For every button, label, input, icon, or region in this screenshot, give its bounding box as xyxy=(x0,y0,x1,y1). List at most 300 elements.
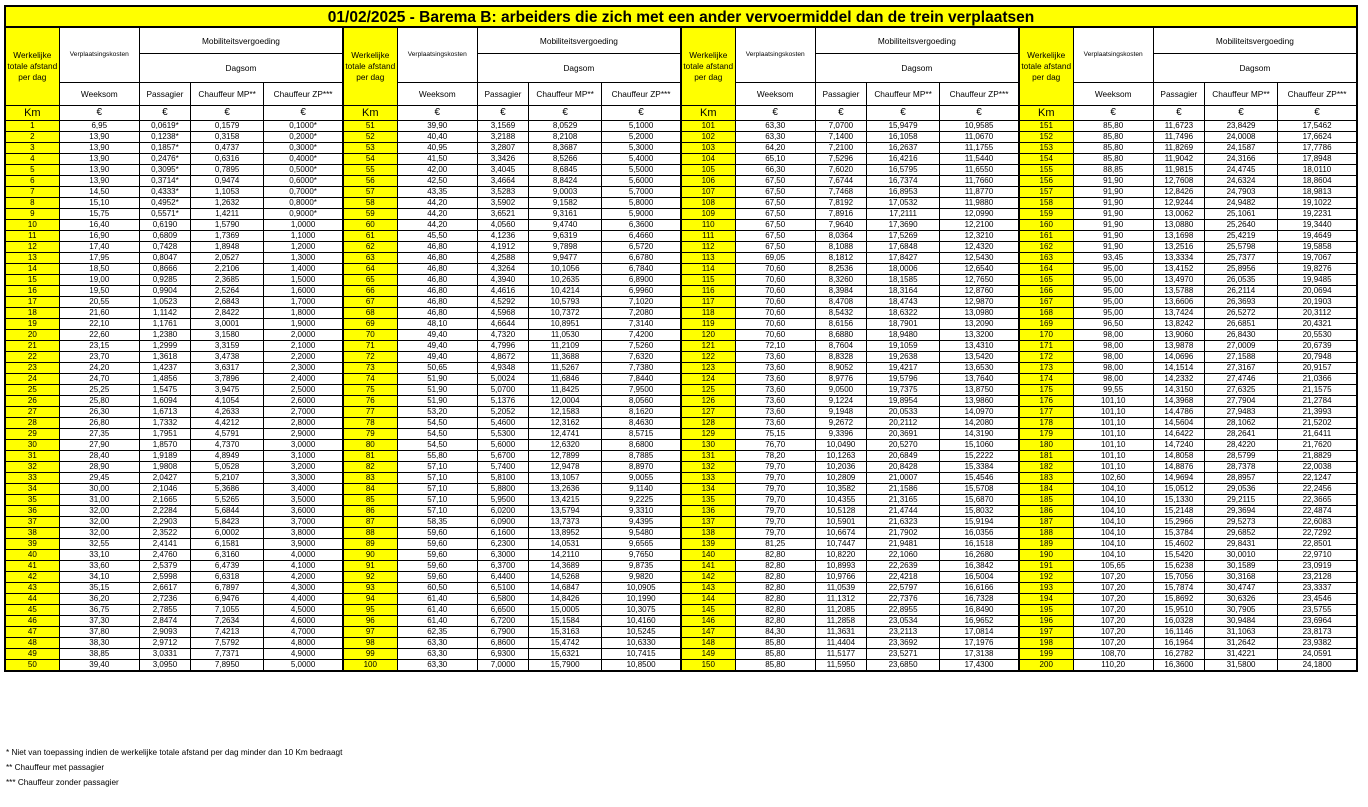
km-cell: 86 xyxy=(343,506,397,517)
value-cell: 24,1587 xyxy=(1204,143,1277,154)
value-cell: 24,9482 xyxy=(1204,198,1277,209)
value-cell: 3,6317 xyxy=(191,363,264,374)
km-cell: 62 xyxy=(343,242,397,253)
value-cell: 7,2634 xyxy=(191,616,264,627)
value-cell: 19,8276 xyxy=(1278,264,1357,275)
km-cell: 115 xyxy=(681,275,735,286)
value-cell: 107,20 xyxy=(1073,638,1153,649)
value-cell: 1,1761 xyxy=(139,319,190,330)
value-cell: 12,7608 xyxy=(1153,176,1204,187)
value-cell: 13,1698 xyxy=(1153,231,1204,242)
km-cell: 45 xyxy=(5,605,59,616)
value-cell: 6,7897 xyxy=(191,583,264,594)
value-cell: 73,60 xyxy=(735,352,815,363)
table-row xyxy=(5,231,1357,242)
value-cell: 51,90 xyxy=(397,385,477,396)
value-cell: 19,4649 xyxy=(1278,231,1357,242)
value-cell: 6,0900 xyxy=(477,517,528,528)
value-cell: 54,50 xyxy=(397,429,477,440)
km-cell: 152 xyxy=(1019,132,1073,143)
value-cell: 23,70 xyxy=(59,352,139,363)
km-cell: 19 xyxy=(5,319,59,330)
value-cell: 13,90 xyxy=(59,143,139,154)
km-cell: 128 xyxy=(681,418,735,429)
value-cell: 16,90 xyxy=(59,231,139,242)
value-cell: 4,2588 xyxy=(477,253,528,264)
value-cell: 107,20 xyxy=(1073,605,1153,616)
value-cell: 4,5968 xyxy=(477,308,528,319)
km-cell: 22 xyxy=(5,352,59,363)
value-cell: 23,6964 xyxy=(1278,616,1357,627)
value-cell: 17,5269 xyxy=(866,231,939,242)
km-cell: 165 xyxy=(1019,275,1073,286)
value-cell: 63,30 xyxy=(397,660,477,672)
value-cell: 7,5792 xyxy=(191,638,264,649)
km-cell: 103 xyxy=(681,143,735,154)
value-cell: 16,8953 xyxy=(866,187,939,198)
value-cell: 2,4760 xyxy=(139,550,190,561)
table-row xyxy=(5,275,1357,286)
unit-km: Km xyxy=(5,106,59,121)
value-cell: 73,60 xyxy=(735,418,815,429)
value-cell: 73,60 xyxy=(735,396,815,407)
header-weekly: Weeksom xyxy=(1073,83,1153,106)
value-cell: 6,9960 xyxy=(602,286,681,297)
value-cell: 17,3690 xyxy=(866,220,939,231)
value-cell: 14,5604 xyxy=(1153,418,1204,429)
header-distance: Werkelijke totale afstand per dag xyxy=(681,28,735,106)
value-cell: 33,60 xyxy=(59,561,139,572)
value-cell: 9,3310 xyxy=(602,506,681,517)
value-cell: 18,0006 xyxy=(866,264,939,275)
value-cell: 8,2536 xyxy=(815,264,866,275)
value-cell: 15,6238 xyxy=(1153,561,1204,572)
value-cell: 12,7899 xyxy=(529,451,602,462)
table-row xyxy=(5,121,1357,132)
value-cell: 39,40 xyxy=(59,660,139,672)
value-cell: 3,5902 xyxy=(477,198,528,209)
value-cell: 8,7885 xyxy=(602,451,681,462)
value-cell: 20,7948 xyxy=(1278,352,1357,363)
value-cell: 13,0980 xyxy=(940,308,1019,319)
km-cell: 64 xyxy=(343,264,397,275)
value-cell: 8,6156 xyxy=(815,319,866,330)
value-cell: 17,4300 xyxy=(940,660,1019,672)
value-cell: 0,3095* xyxy=(139,165,190,176)
value-cell: 1,2000 xyxy=(264,242,343,253)
value-cell: 61,40 xyxy=(397,605,477,616)
value-cell: 1,1000 xyxy=(264,231,343,242)
table-row xyxy=(5,506,1357,517)
value-cell: 18,50 xyxy=(59,264,139,275)
value-cell: 17,3138 xyxy=(940,649,1019,660)
value-cell: 19,8954 xyxy=(866,396,939,407)
km-cell: 63 xyxy=(343,253,397,264)
km-cell: 28 xyxy=(5,418,59,429)
value-cell: 91,90 xyxy=(1073,209,1153,220)
header-driver-mp: Chauffeur MP** xyxy=(866,83,939,106)
value-cell: 19,3440 xyxy=(1278,220,1357,231)
value-cell: 20,1903 xyxy=(1278,297,1357,308)
table-row xyxy=(5,407,1357,418)
value-cell: 9,8735 xyxy=(602,561,681,572)
value-cell: 13,90 xyxy=(59,165,139,176)
value-cell: 13,3334 xyxy=(1153,253,1204,264)
value-cell: 6,9300 xyxy=(477,649,528,660)
value-cell: 4,7996 xyxy=(477,341,528,352)
value-cell: 9,1140 xyxy=(602,484,681,495)
value-cell: 21,0007 xyxy=(866,473,939,484)
header-travel-costs: Verplaatsingskosten xyxy=(735,28,815,83)
header-distance: Werkelijke totale afstand per dag xyxy=(343,28,397,106)
value-cell: 10,0905 xyxy=(602,583,681,594)
value-cell: 12,4320 xyxy=(940,242,1019,253)
value-cell: 7,7380 xyxy=(602,363,681,374)
value-cell: 5,6844 xyxy=(191,506,264,517)
value-cell: 91,90 xyxy=(1073,242,1153,253)
header-passenger: Passagier xyxy=(1153,83,1204,106)
value-cell: 23,5755 xyxy=(1278,605,1357,616)
value-cell: 21,6323 xyxy=(866,517,939,528)
value-cell: 11,9880 xyxy=(940,198,1019,209)
km-cell: 124 xyxy=(681,374,735,385)
value-cell: 85,80 xyxy=(1073,154,1153,165)
km-cell: 7 xyxy=(5,187,59,198)
value-cell: 18,0110 xyxy=(1278,165,1357,176)
value-cell: 22,4874 xyxy=(1278,506,1357,517)
km-cell: 101 xyxy=(681,121,735,132)
km-cell: 179 xyxy=(1019,429,1073,440)
km-cell: 192 xyxy=(1019,572,1073,583)
value-cell: 11,2109 xyxy=(529,341,602,352)
value-cell: 16,1146 xyxy=(1153,627,1204,638)
value-cell: 15,7056 xyxy=(1153,572,1204,583)
value-cell: 10,1263 xyxy=(815,451,866,462)
table-row xyxy=(5,385,1357,396)
value-cell: 5,0528 xyxy=(191,462,264,473)
value-cell: 4,6000 xyxy=(264,616,343,627)
value-cell: 2,0000 xyxy=(264,330,343,341)
value-cell: 73,60 xyxy=(735,407,815,418)
value-cell: 17,7786 xyxy=(1278,143,1357,154)
value-cell: 15,5420 xyxy=(1153,550,1204,561)
table-row xyxy=(5,176,1357,187)
value-cell: 13,90 xyxy=(59,154,139,165)
value-cell: 73,60 xyxy=(735,363,815,374)
value-cell: 8,9052 xyxy=(815,363,866,374)
value-cell: 17,8427 xyxy=(866,253,939,264)
unit-euro: € xyxy=(59,106,139,121)
value-cell: 23,8429 xyxy=(1204,121,1277,132)
km-cell: 177 xyxy=(1019,407,1073,418)
km-cell: 61 xyxy=(343,231,397,242)
value-cell: 79,70 xyxy=(735,495,815,506)
value-cell: 4,5791 xyxy=(191,429,264,440)
value-cell: 13,8952 xyxy=(529,528,602,539)
km-cell: 100 xyxy=(343,660,397,672)
value-cell: 4,1912 xyxy=(477,242,528,253)
value-cell: 7,2100 xyxy=(815,143,866,154)
value-cell: 29,3694 xyxy=(1204,506,1277,517)
value-cell: 101,10 xyxy=(1073,440,1153,451)
value-cell: 5,5000 xyxy=(602,165,681,176)
value-cell: 22,1060 xyxy=(866,550,939,561)
value-cell: 15,0512 xyxy=(1153,484,1204,495)
value-cell: 2,0427 xyxy=(139,473,190,484)
value-cell: 59,60 xyxy=(397,539,477,550)
value-cell: 15,9479 xyxy=(866,121,939,132)
table-row xyxy=(5,264,1357,275)
header-travel-costs: Verplaatsingskosten xyxy=(1073,28,1153,83)
value-cell: 23,0534 xyxy=(866,616,939,627)
value-cell: 4,5000 xyxy=(264,605,343,616)
km-cell: 8 xyxy=(5,198,59,209)
value-cell: 0,4000* xyxy=(264,154,343,165)
value-cell: 3,4664 xyxy=(477,176,528,187)
table-row xyxy=(5,649,1357,660)
value-cell: 13,9860 xyxy=(940,396,1019,407)
value-cell: 26,0535 xyxy=(1204,275,1277,286)
value-cell: 15,7874 xyxy=(1153,583,1204,594)
value-cell: 33,10 xyxy=(59,550,139,561)
value-cell: 16,8490 xyxy=(940,605,1019,616)
value-cell: 9,2672 xyxy=(815,418,866,429)
value-cell: 19,50 xyxy=(59,286,139,297)
value-cell: 2,5998 xyxy=(139,572,190,583)
value-cell: 6,4660 xyxy=(602,231,681,242)
value-cell: 6,6780 xyxy=(602,253,681,264)
value-cell: 5,5265 xyxy=(191,495,264,506)
value-cell: 25,8956 xyxy=(1204,264,1277,275)
table-row xyxy=(5,616,1357,627)
value-cell: 27,1588 xyxy=(1204,352,1277,363)
table-row xyxy=(5,308,1357,319)
value-cell: 95,00 xyxy=(1073,297,1153,308)
table-row xyxy=(5,297,1357,308)
value-cell: 6,95 xyxy=(59,121,139,132)
value-cell: 13,90 xyxy=(59,176,139,187)
value-cell: 29,45 xyxy=(59,473,139,484)
value-cell: 8,1088 xyxy=(815,242,866,253)
value-cell: 25,80 xyxy=(59,396,139,407)
km-cell: 153 xyxy=(1019,143,1073,154)
value-cell: 9,0003 xyxy=(529,187,602,198)
km-cell: 57 xyxy=(343,187,397,198)
value-cell: 12,6540 xyxy=(940,264,1019,275)
table-row xyxy=(5,330,1357,341)
km-cell: 32 xyxy=(5,462,59,473)
km-cell: 145 xyxy=(681,605,735,616)
value-cell: 16,0356 xyxy=(940,528,1019,539)
value-cell: 1,1142 xyxy=(139,308,190,319)
value-cell: 13,0062 xyxy=(1153,209,1204,220)
value-cell: 9,3396 xyxy=(815,429,866,440)
value-cell: 5,9500 xyxy=(477,495,528,506)
value-cell: 4,6644 xyxy=(477,319,528,330)
value-cell: 10,2635 xyxy=(529,275,602,286)
unit-euro: € xyxy=(264,106,343,121)
table-row xyxy=(5,594,1357,605)
value-cell: 29,6852 xyxy=(1204,528,1277,539)
value-cell: 10,0490 xyxy=(815,440,866,451)
value-cell: 82,80 xyxy=(735,561,815,572)
value-cell: 3,0001 xyxy=(191,319,264,330)
value-cell: 85,80 xyxy=(1073,132,1153,143)
value-cell: 73,60 xyxy=(735,374,815,385)
value-cell: 75,15 xyxy=(735,429,815,440)
footnote-1: * Niet van toepassing indien de werkelijke totale afstand per dag minder dan 10 Km bedraagt xyxy=(6,748,343,757)
value-cell: 21,4744 xyxy=(866,506,939,517)
km-cell: 74 xyxy=(343,374,397,385)
value-cell: 6,6318 xyxy=(191,572,264,583)
value-cell: 79,70 xyxy=(735,528,815,539)
value-cell: 10,2809 xyxy=(815,473,866,484)
km-cell: 174 xyxy=(1019,374,1073,385)
value-cell: 16,5004 xyxy=(940,572,1019,583)
km-cell: 148 xyxy=(681,638,735,649)
value-cell: 70,60 xyxy=(735,286,815,297)
value-cell: 1,5790 xyxy=(191,220,264,231)
value-cell: 10,6674 xyxy=(815,528,866,539)
value-cell: 9,9820 xyxy=(602,572,681,583)
value-cell: 6,1581 xyxy=(191,539,264,550)
value-cell: 1,3618 xyxy=(139,352,190,363)
value-cell: 15,1060 xyxy=(940,440,1019,451)
value-cell: 79,70 xyxy=(735,462,815,473)
table-row xyxy=(5,198,1357,209)
value-cell: 2,2284 xyxy=(139,506,190,517)
value-cell: 15,75 xyxy=(59,209,139,220)
value-cell: 13,4970 xyxy=(1153,275,1204,286)
value-cell: 28,7378 xyxy=(1204,462,1277,473)
value-cell: 14,50 xyxy=(59,187,139,198)
value-cell: 28,2641 xyxy=(1204,429,1277,440)
km-cell: 195 xyxy=(1019,605,1073,616)
km-cell: 171 xyxy=(1019,341,1073,352)
value-cell: 6,0200 xyxy=(477,506,528,517)
value-cell: 0,0619* xyxy=(139,121,190,132)
value-cell: 29,8431 xyxy=(1204,539,1277,550)
value-cell: 2,8422 xyxy=(191,308,264,319)
value-cell: 72,10 xyxy=(735,341,815,352)
value-cell: 21,9481 xyxy=(866,539,939,550)
km-cell: 71 xyxy=(343,341,397,352)
km-cell: 1 xyxy=(5,121,59,132)
value-cell: 7,9640 xyxy=(815,220,866,231)
km-cell: 170 xyxy=(1019,330,1073,341)
table-row xyxy=(5,473,1357,484)
value-cell: 16,4216 xyxy=(866,154,939,165)
value-cell: 46,80 xyxy=(397,286,477,297)
value-cell: 3,9000 xyxy=(264,539,343,550)
value-cell: 5,6000 xyxy=(477,440,528,451)
value-cell: 1,3000 xyxy=(264,253,343,264)
km-cell: 199 xyxy=(1019,649,1073,660)
value-cell: 79,70 xyxy=(735,473,815,484)
value-cell: 0,7428 xyxy=(139,242,190,253)
km-cell: 40 xyxy=(5,550,59,561)
km-cell: 200 xyxy=(1019,660,1073,672)
value-cell: 15,8692 xyxy=(1153,594,1204,605)
value-cell: 63,30 xyxy=(397,649,477,660)
value-cell: 8,3260 xyxy=(815,275,866,286)
value-cell: 17,0814 xyxy=(940,627,1019,638)
table-row xyxy=(5,660,1357,672)
value-cell: 46,80 xyxy=(397,275,477,286)
value-cell: 101,10 xyxy=(1073,407,1153,418)
value-cell: 22,5797 xyxy=(866,583,939,594)
value-cell: 27,4746 xyxy=(1204,374,1277,385)
km-cell: 68 xyxy=(343,308,397,319)
value-cell: 24,6324 xyxy=(1204,176,1277,187)
value-cell: 23,5271 xyxy=(866,649,939,660)
value-cell: 0,9474 xyxy=(191,176,264,187)
value-cell: 13,5794 xyxy=(529,506,602,517)
km-cell: 69 xyxy=(343,319,397,330)
value-cell: 5,4000 xyxy=(602,154,681,165)
value-cell: 4,4212 xyxy=(191,418,264,429)
value-cell: 25,2640 xyxy=(1204,220,1277,231)
value-cell: 7,0000 xyxy=(477,660,528,672)
km-cell: 194 xyxy=(1019,594,1073,605)
header-mobility: Mobiliteitsvergoeding xyxy=(139,28,343,54)
value-cell: 85,80 xyxy=(1073,121,1153,132)
value-cell: 7,4213 xyxy=(191,627,264,638)
unit-euro: € xyxy=(940,106,1019,121)
value-cell: 25,1061 xyxy=(1204,209,1277,220)
value-cell: 5,9000 xyxy=(602,209,681,220)
value-cell: 15,6321 xyxy=(529,649,602,660)
value-cell: 104,10 xyxy=(1073,495,1153,506)
value-cell: 9,9477 xyxy=(529,253,602,264)
km-cell: 113 xyxy=(681,253,735,264)
table-row xyxy=(5,495,1357,506)
value-cell: 9,0500 xyxy=(815,385,866,396)
km-cell: 33 xyxy=(5,473,59,484)
value-cell: 1,6094 xyxy=(139,396,190,407)
header-driver-zp: Chauffeur ZP*** xyxy=(264,83,343,106)
value-cell: 11,5177 xyxy=(815,649,866,660)
value-cell: 70,60 xyxy=(735,297,815,308)
km-cell: 27 xyxy=(5,407,59,418)
km-cell: 139 xyxy=(681,539,735,550)
km-cell: 142 xyxy=(681,572,735,583)
value-cell: 2,7855 xyxy=(139,605,190,616)
km-cell: 136 xyxy=(681,506,735,517)
value-cell: 54,50 xyxy=(397,418,477,429)
value-cell: 6,3600 xyxy=(602,220,681,231)
value-cell: 14,2080 xyxy=(940,418,1019,429)
value-cell: 1,1053 xyxy=(191,187,264,198)
km-cell: 138 xyxy=(681,528,735,539)
value-cell: 40,40 xyxy=(397,132,477,143)
table-row xyxy=(5,605,1357,616)
value-cell: 5,5300 xyxy=(477,429,528,440)
value-cell: 57,10 xyxy=(397,506,477,517)
value-cell: 3,9475 xyxy=(191,385,264,396)
value-cell: 3,5283 xyxy=(477,187,528,198)
value-cell: 15,1584 xyxy=(529,616,602,627)
value-cell: 2,7236 xyxy=(139,594,190,605)
km-cell: 96 xyxy=(343,616,397,627)
km-cell: 5 xyxy=(5,165,59,176)
value-cell: 28,40 xyxy=(59,451,139,462)
km-cell: 24 xyxy=(5,374,59,385)
value-cell: 2,4000 xyxy=(264,374,343,385)
value-cell: 6,5800 xyxy=(477,594,528,605)
km-cell: 127 xyxy=(681,407,735,418)
value-cell: 2,3685 xyxy=(191,275,264,286)
